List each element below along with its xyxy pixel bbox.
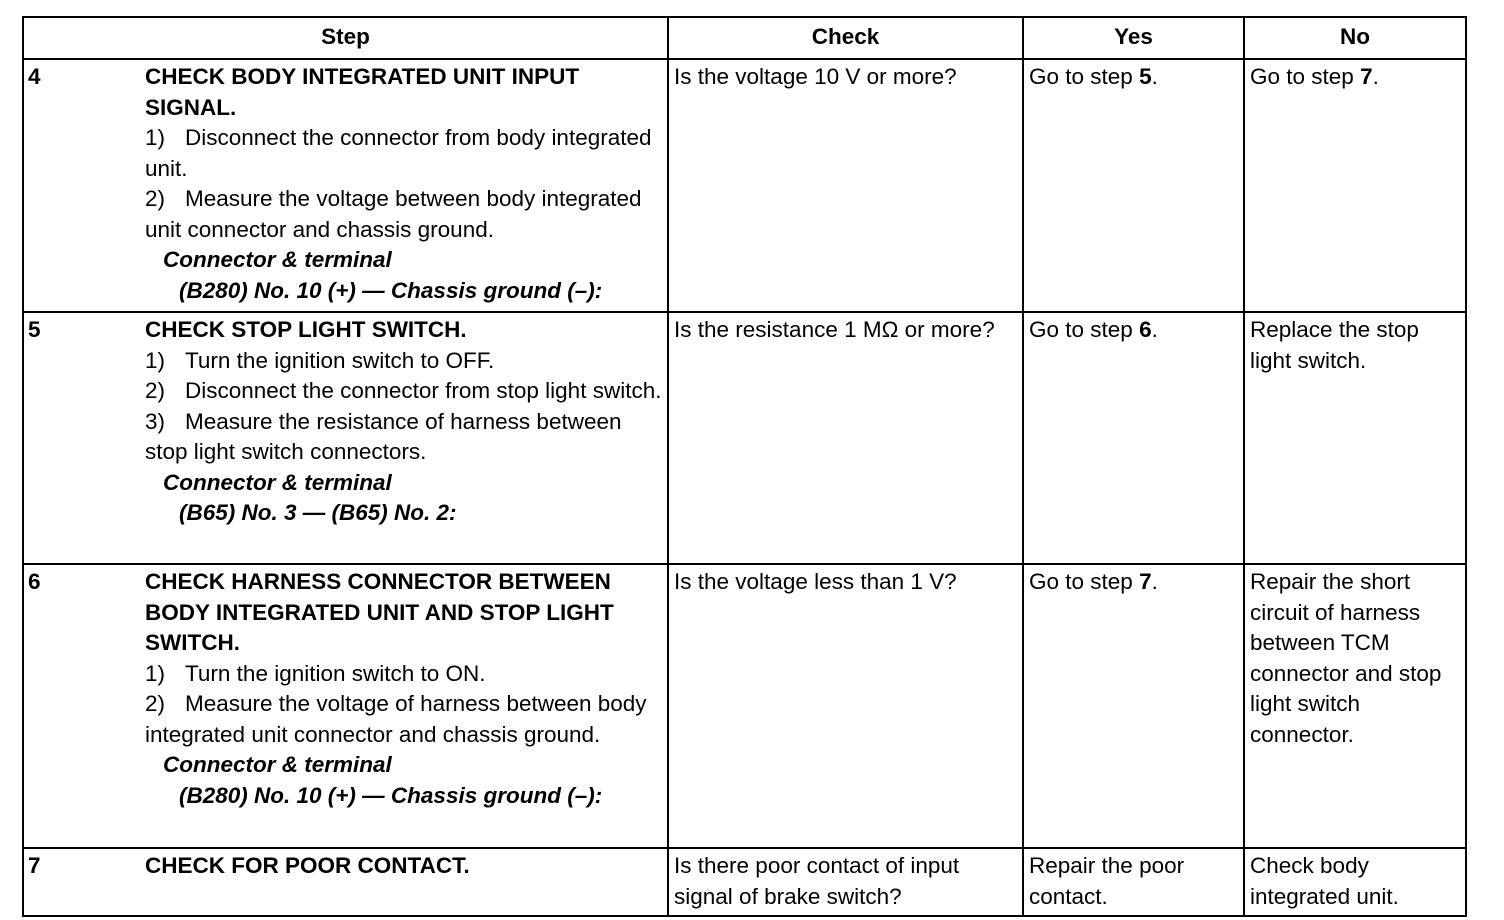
no-step-ref: 7 [1360,64,1373,89]
substep-index: 2) [145,691,166,716]
substep [145,123,662,184]
check-cell: Is the resistance 1 MΩ or more? [668,312,1023,564]
substep-text: Measure the resistance of harness between stop light switch connectors. [145,408,622,464]
yes-suffix: . [1151,317,1158,342]
step-description [145,59,668,312]
yes-cell [1023,59,1244,312]
yes-suffix: . [1151,569,1158,594]
connector-value: (B65) No. 3 — (B65) No. 2: [179,500,457,525]
step-number: 4 [23,59,145,312]
yes-step-ref: 5 [1139,64,1152,89]
substep-index: 2) [145,378,166,403]
yes-prefix: Go to step [1029,569,1140,594]
substep-text: Turn the ignition switch to ON. [185,660,486,686]
no-cell: Repair the short circuit of harness between TCM connector and stop light switch connector. [1244,564,1466,848]
yes-prefix: Go to step [1029,317,1140,342]
substep [145,407,662,468]
header-step: Step [23,17,668,59]
header-check: Check [668,17,1023,59]
check-cell: Is there poor contact of input signal of brake switch? [668,848,1023,916]
step-title: CHECK BODY INTEGRATED UNIT INPUT SIGNAL. [145,64,580,120]
substep-index: 1) [145,660,166,686]
table-row [23,312,1466,564]
connector-label: Connector & terminal [163,247,392,272]
substep-text: Measure the voltage between body integrated unit connector and chassis ground. [145,186,642,242]
step-title: CHECK STOP LIGHT SWITCH. [145,317,467,342]
no-prefix: Go to step [1250,64,1361,89]
yes-prefix: Go to step [1029,64,1140,89]
header-no: No [1244,17,1466,59]
table-row [23,848,1466,916]
substep [145,376,662,407]
connector-label: Connector & terminal [163,469,392,495]
yes-cell [1023,312,1244,564]
substep-index: 2) [145,186,166,211]
yes-step-ref: 7 [1139,569,1152,594]
connector-value: (B280) No. 10 (+) — Chassis ground (–): [179,277,603,303]
substep-text: Disconnect the connector from stop light switch. [185,378,662,403]
table-row [23,59,1466,312]
step-number: 5 [23,312,145,564]
step-description [145,564,668,848]
substep [145,689,662,750]
substep [145,659,662,690]
step-description [145,312,668,564]
yes-step-ref: 6 [1139,317,1152,342]
substep-text: Disconnect the connector from body integrated unit. [145,125,652,181]
header-yes: Yes [1023,17,1244,59]
step-title: CHECK FOR POOR CONTACT. [145,853,470,878]
substep-text: Turn the ignition switch to OFF. [185,347,495,373]
check-cell: Is the voltage less than 1 V? [668,564,1023,848]
step-number: 6 [23,564,145,848]
table-row [23,564,1466,848]
substep-index: 1) [145,125,166,150]
no-suffix: . [1372,64,1379,89]
connector-value: (B280) No. 10 (+) — Chassis ground (–): [179,782,603,808]
connector-label: Connector & terminal [163,752,392,777]
no-cell [1244,59,1466,312]
substep-index: 3) [145,408,166,434]
header-row [23,17,1466,59]
check-cell: Is the voltage 10 V or more? [668,59,1023,312]
yes-cell [1023,564,1244,848]
substep-text: Measure the voltage of harness between body integrated unit connector and chassis ground. [145,691,647,747]
substep-index: 1) [145,347,166,373]
no-cell: Replace the stop light switch. [1244,312,1466,564]
substep [145,346,662,377]
substep [145,184,662,245]
yes-cell: Repair the poor contact. [1023,848,1244,916]
step-description [145,848,668,916]
yes-suffix: . [1151,64,1158,89]
no-cell: Check body integrated unit. [1244,848,1466,916]
diagnostic-table [22,16,1467,917]
step-number: 7 [23,848,145,916]
step-title: CHECK HARNESS CONNECTOR BETWEEN BODY INTEGRATED UNIT AND STOP LIGHT SWITCH. [145,569,614,655]
